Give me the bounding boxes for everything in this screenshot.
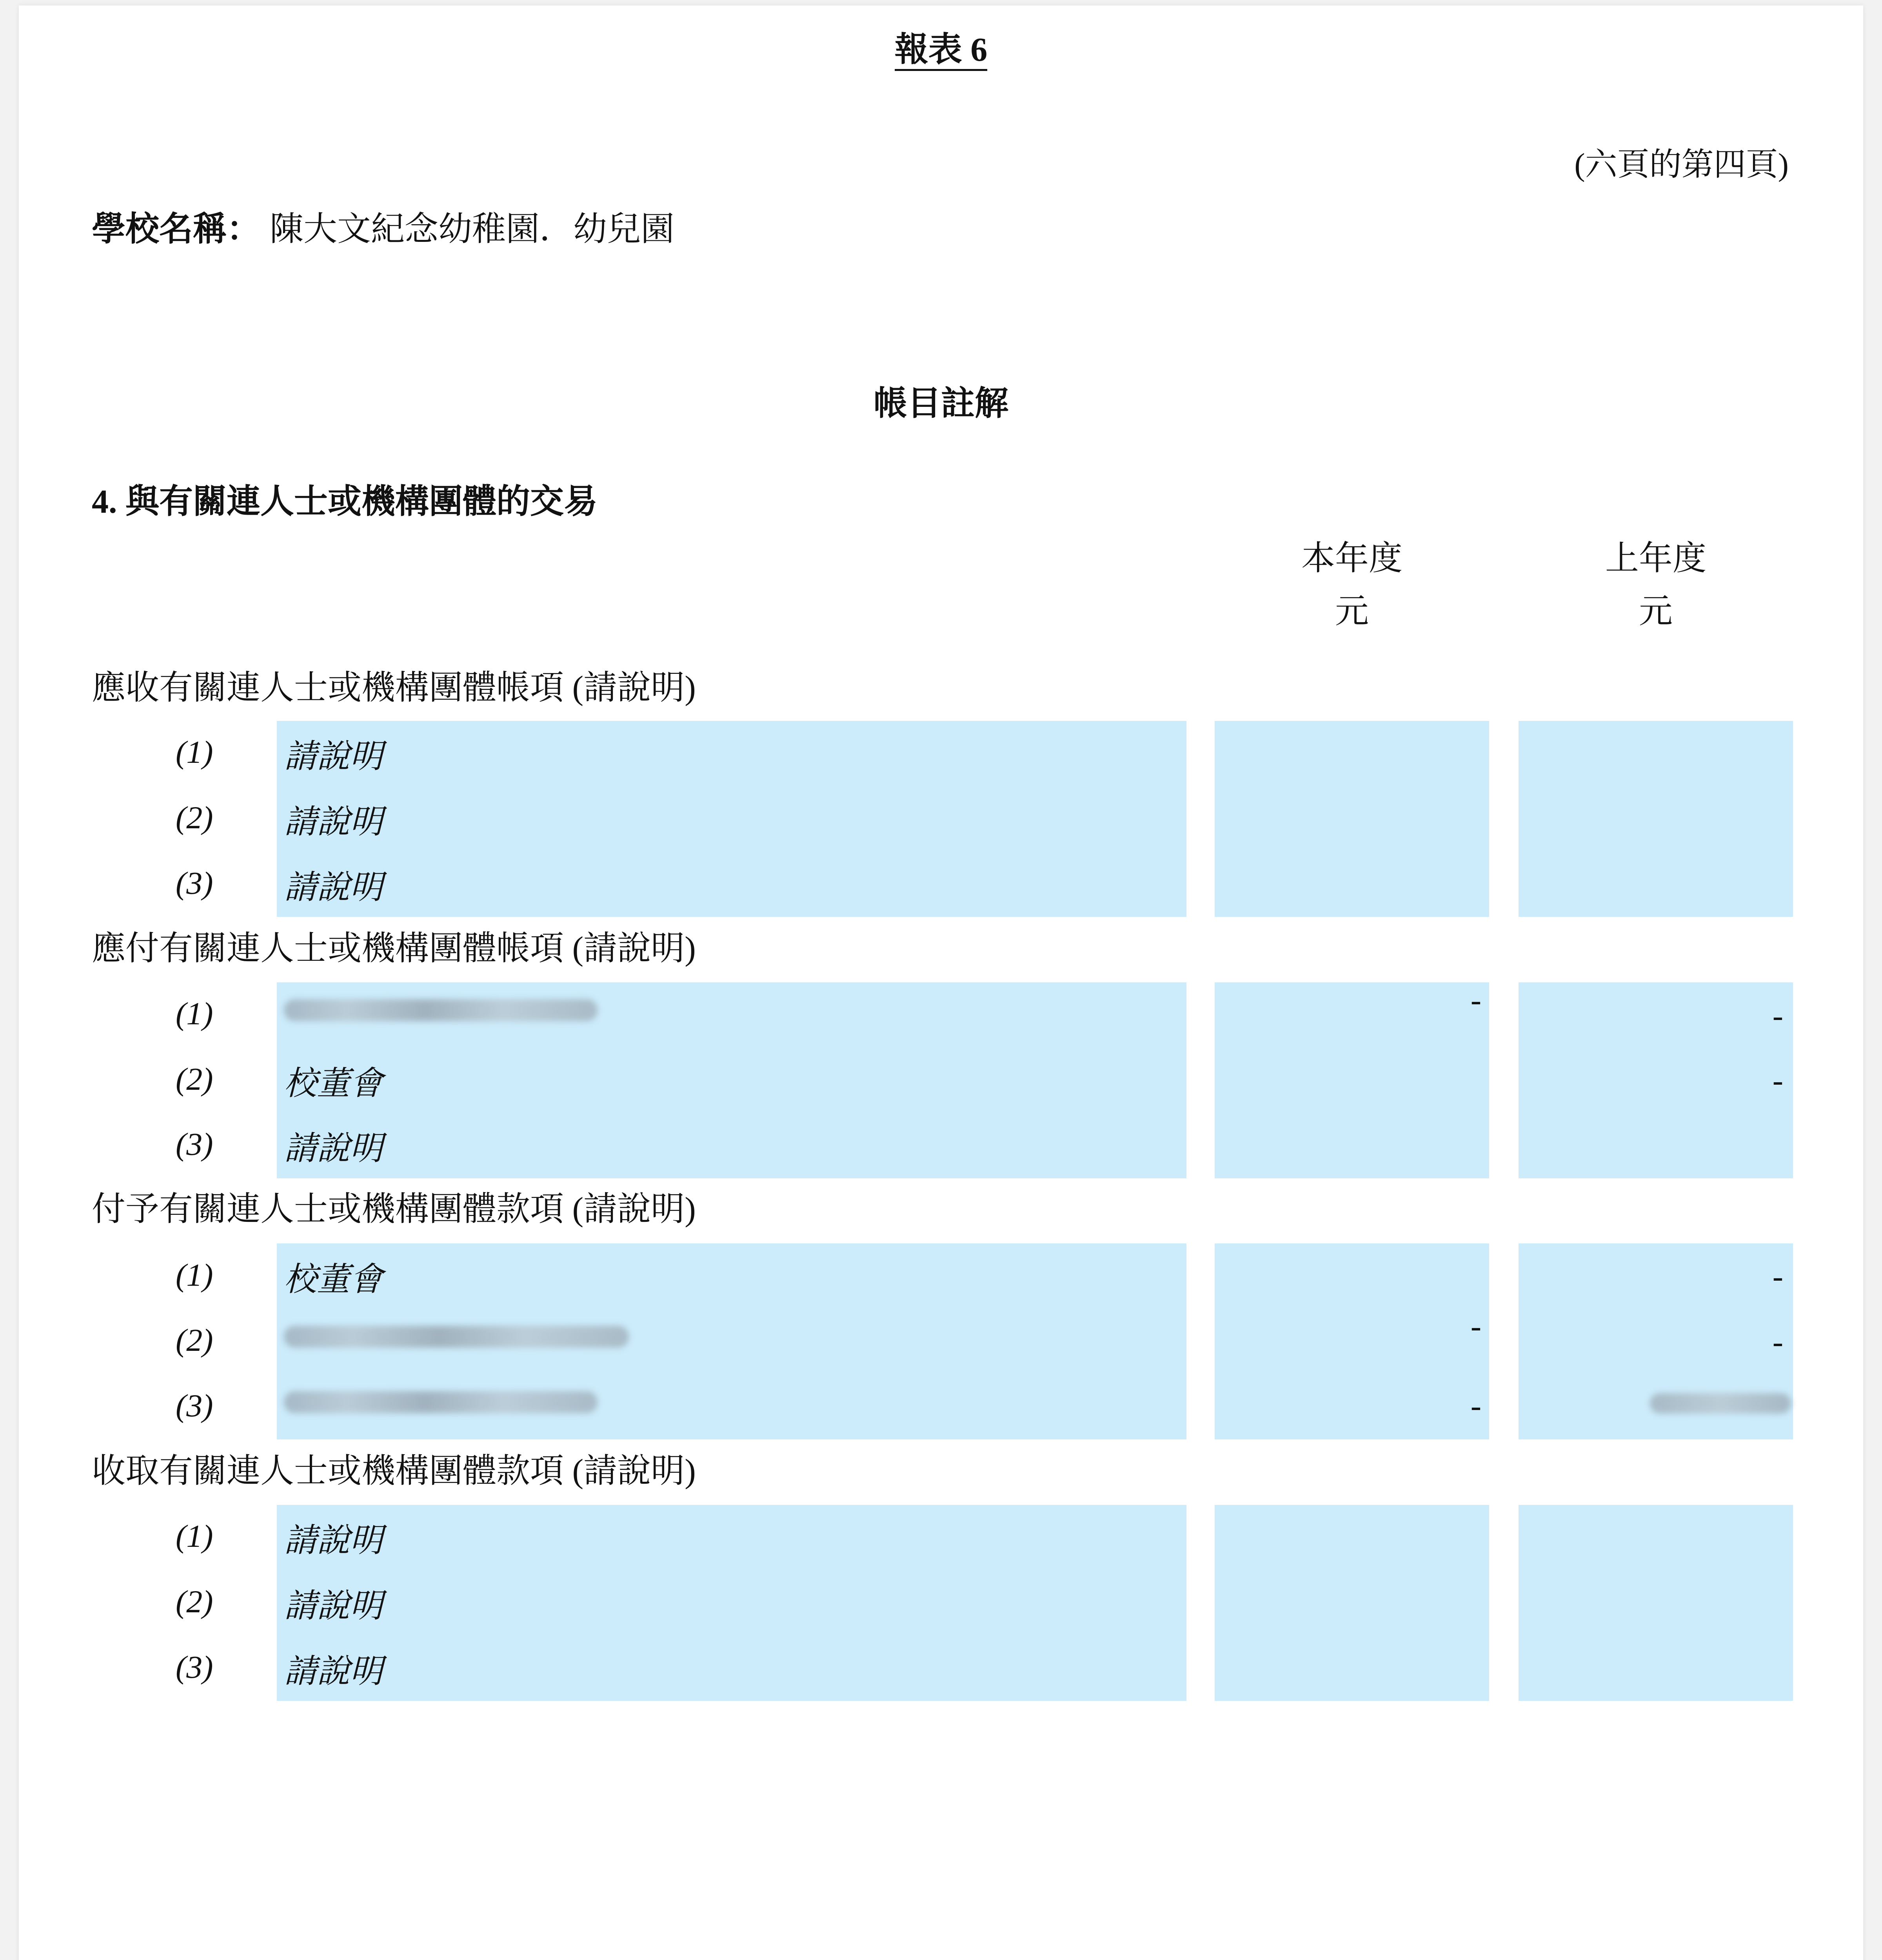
row-description[interactable]: 校董會 [284,1065,383,1102]
redacted-previous-year-value [1650,1393,1791,1414]
row-number: (3) [176,1649,213,1685]
previous-year-field-receipts[interactable] [1519,1505,1793,1701]
row-number: (3) [176,1388,213,1423]
row-number: (2) [176,1322,213,1358]
group-title-payments: 付予有關連人士或機構團體款項 (請說明) [92,1190,696,1228]
row-description[interactable]: 請說明 [284,739,383,775]
previous-year-value: - [1772,998,1783,1033]
column-header-current-year: 本年度 [1301,539,1402,577]
row-description[interactable]: 請說明 [284,804,383,840]
row-number: (2) [176,1061,213,1097]
row-description[interactable]: 請說明 [284,1653,383,1690]
notes-title: 帳目註解 [874,385,1008,422]
redacted-description [284,1326,629,1348]
row-description[interactable]: 請說明 [284,869,383,906]
row-description[interactable]: 請說明 [284,1131,383,1167]
row-number: (3) [176,1126,213,1162]
row-number: (1) [176,996,213,1031]
row-number: (2) [176,800,213,835]
previous-year-value: - [1772,1324,1783,1359]
school-name-label: 學校名稱： [92,210,260,248]
row-number: (2) [176,1584,213,1619]
form-title: 報表 6 [19,22,1863,71]
column-header-previous-year: 上年度 [1605,539,1706,577]
page-indicator: (六頁的第四頁) [1574,147,1789,182]
row-number: (1) [176,1518,213,1554]
desc-field-receipts[interactable] [277,1505,1186,1701]
row-number: (1) [176,734,213,770]
section-title: 4. 與有關連人士或機構團體的交易 [92,483,598,520]
redacted-description [284,1391,598,1413]
document-page [19,5,1863,1960]
row-number: (3) [176,865,213,901]
group-title-receipts: 收取有關連人士或機構團體款項 (請說明) [92,1452,696,1490]
redacted-description [284,999,598,1021]
row-description[interactable]: 校董會 [284,1261,383,1298]
previous-year-value: - [1772,1062,1783,1098]
school-name-value: 陳大文紀念幼稚園．幼兒園 [270,210,674,248]
row-description[interactable]: 請說明 [284,1523,383,1559]
row-number: (1) [176,1257,213,1293]
desc-field-receivable[interactable] [277,721,1186,917]
group-title-payable: 應付有關連人士或機構團體帳項 (請說明) [92,929,696,967]
current-year-field-receivable[interactable] [1215,721,1489,917]
current-year-value: - [1470,982,1481,1018]
previous-year-value: - [1772,1258,1783,1294]
row-description[interactable]: 請說明 [284,1588,383,1624]
previous-year-field-receivable[interactable] [1519,721,1793,917]
current-year-value: - [1470,1308,1481,1344]
column-unit-current-year: 元 [1335,592,1369,630]
current-year-field-receipts[interactable] [1215,1505,1489,1701]
column-unit-previous-year: 元 [1639,592,1673,630]
group-title-receivable: 應收有關連人士或機構團體帳項 (請說明) [92,669,696,706]
current-year-value: - [1470,1388,1481,1423]
